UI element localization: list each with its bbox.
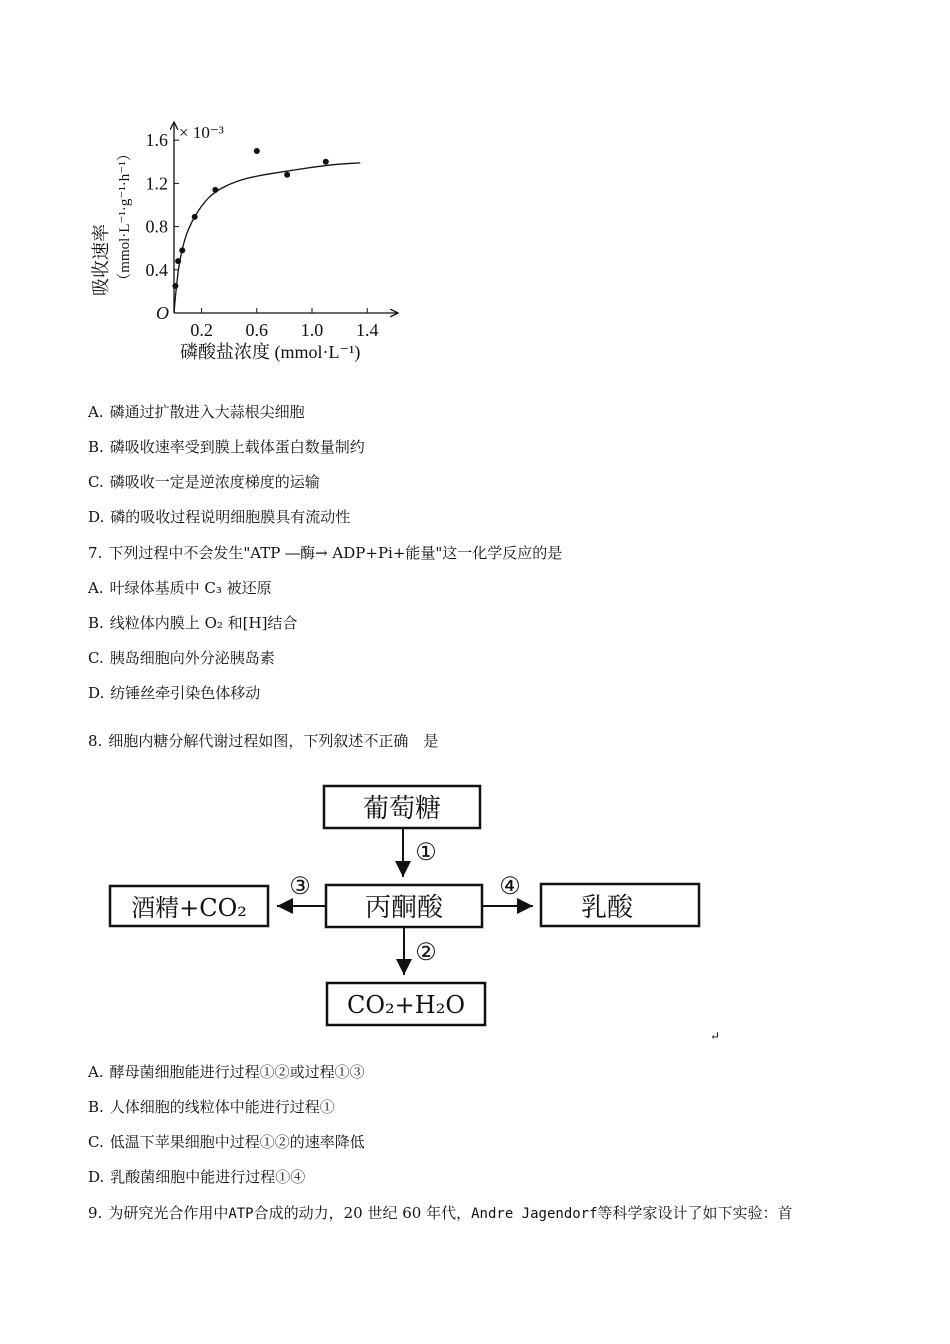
y-axis-title: 吸收速率: [91, 224, 111, 296]
y-axis-unit: （mmol·L⁻¹·g⁻¹·h⁻¹）: [117, 146, 133, 288]
option-label: B.: [88, 614, 104, 632]
q7-option-c[interactable]: [88, 648, 275, 668]
step2-marker: ②: [415, 938, 437, 966]
glucose-label: 葡萄糖: [362, 794, 442, 824]
question-text: 细胞内糖分解代谢过程如图，下列叙述不正确 是: [108, 732, 439, 750]
data-point: [323, 159, 329, 165]
option-text: 人体细胞的线粒体中能进行过程①: [109, 1098, 335, 1116]
y-tick-label: 1.6: [145, 130, 168, 151]
data-point: [192, 214, 198, 220]
data-point: [179, 247, 185, 253]
step3-marker: ③: [289, 872, 311, 900]
option-label: A.: [88, 579, 104, 597]
option-text: 酵母菌细胞能进行过程①②或过程①③: [109, 1063, 365, 1081]
q6-option-a[interactable]: [88, 402, 305, 422]
data-points: [172, 148, 328, 289]
question-text: 下列过程中不会发生"ATP ―酶→ ADP+Pi+能量"这一化学反应的是: [108, 544, 563, 562]
multiplier-label: × 10⁻³: [179, 123, 224, 142]
step4-marker: ④: [499, 872, 521, 900]
option-label: D.: [88, 684, 105, 702]
pyruvate-label: 丙酮酸: [364, 893, 444, 923]
q8-option-d[interactable]: [88, 1167, 305, 1187]
option-text: 纺锤丝牵引染色体移动: [110, 684, 261, 702]
question-number: 7.: [88, 544, 103, 562]
x-tick-label: 0.2: [190, 320, 213, 340]
option-label: D.: [88, 508, 105, 526]
data-point: [172, 283, 178, 289]
option-text: 磷通过扩散进入大蒜根尖细胞: [109, 403, 305, 421]
option-label: A.: [88, 1063, 104, 1081]
co2-h2o-label: CO₂+H₂O: [347, 991, 465, 1019]
origin-label: O: [156, 303, 169, 323]
x-tick-label: 0.6: [245, 320, 269, 340]
option-text: 线粒体内膜上 O₂ 和[H]结合: [109, 614, 298, 632]
question-text-part: 合成的动力，20 世纪 60 年代，: [253, 1204, 472, 1222]
question-text-part: 为研究光合作用中: [108, 1204, 229, 1222]
x-tick-label: 1.4: [355, 320, 379, 340]
option-text: 低温下苹果细胞中过程①②的速率降低: [109, 1133, 365, 1151]
option-text: 胰岛细胞向外分泌胰岛素: [109, 649, 275, 667]
question-number: 8.: [88, 732, 103, 750]
lactic-acid-label: 乳酸: [580, 893, 634, 923]
alcohol-box: [110, 886, 268, 926]
lactic-acid-box: [541, 884, 699, 926]
return-mark: ↵: [710, 1029, 720, 1043]
data-point: [212, 187, 218, 193]
option-label: B.: [88, 1098, 104, 1116]
y-tick-label: 0.4: [145, 259, 168, 280]
data-point: [284, 172, 290, 178]
option-text: 磷的吸收过程说明细胞膜具有流动性: [110, 508, 351, 526]
q7-stem: [88, 543, 562, 563]
y-tick-label: 1.2: [145, 173, 168, 194]
q8-option-c[interactable]: [88, 1132, 365, 1152]
q6-option-c[interactable]: [88, 472, 320, 492]
data-point: [254, 148, 260, 154]
q9-stem: [88, 1203, 793, 1224]
option-text: 乳酸菌细胞中能进行过程①④: [110, 1168, 306, 1186]
option-label: A.: [88, 403, 104, 421]
option-text: 磷吸收速率受到膜上载体蛋白数量制约: [109, 438, 365, 456]
pyruvate-box: [326, 885, 482, 927]
question-text-part: ATP: [228, 1206, 254, 1222]
option-label: C.: [88, 649, 104, 667]
glucose-metabolism-diagram: [100, 780, 720, 1050]
option-label: C.: [88, 1133, 104, 1151]
question-text-part: Andre Jagendorf: [471, 1206, 598, 1222]
q6-option-b[interactable]: [88, 437, 365, 457]
q8-stem: [88, 731, 438, 751]
x-tick-label: 1.0: [300, 320, 324, 340]
fit-curve: [174, 163, 360, 313]
q6-option-d[interactable]: [88, 507, 350, 527]
question-text-part: 等科学家设计了如下实验：首: [597, 1204, 793, 1222]
q7-option-a[interactable]: [88, 578, 272, 598]
option-label: B.: [88, 438, 104, 456]
y-tick-label: 0.8: [145, 216, 168, 237]
alcohol-label: 酒精+CO₂: [131, 894, 247, 922]
option-text: 叶绿体基质中 C₃ 被还原: [109, 579, 272, 597]
q8-option-b[interactable]: [88, 1097, 335, 1117]
q7-option-b[interactable]: [88, 613, 297, 633]
option-label: C.: [88, 473, 104, 491]
q7-option-d[interactable]: [88, 683, 260, 703]
absorption-rate-chart: [80, 110, 420, 375]
glucose-box: [324, 786, 480, 828]
question-number: 9.: [88, 1204, 103, 1222]
co2-h2o-box: [327, 983, 485, 1025]
option-text: 磷吸收一定是逆浓度梯度的运输: [109, 473, 320, 491]
q8-option-a[interactable]: [88, 1062, 365, 1082]
x-axis-title: 磷酸盐浓度 (mmol·L⁻¹): [180, 342, 361, 362]
option-label: D.: [88, 1168, 105, 1186]
data-point: [175, 258, 181, 264]
step1-marker: ①: [415, 838, 437, 866]
